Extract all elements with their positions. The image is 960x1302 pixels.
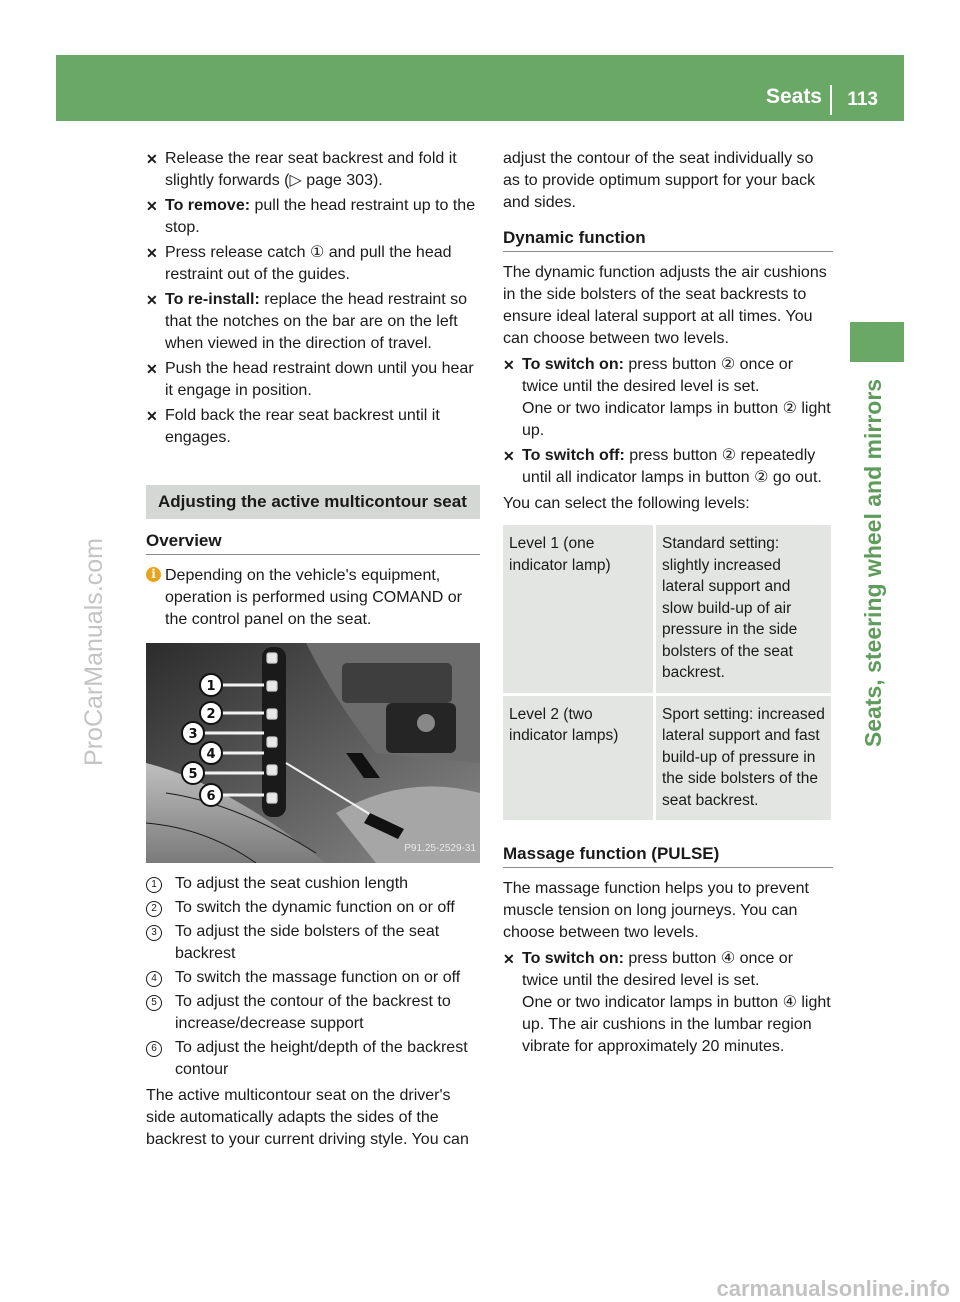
legend-item: 1 To adjust the seat cushion length [146, 873, 480, 895]
legend-item: 2 To switch the dynamic function on or off [146, 897, 480, 919]
footer-watermark: carmanualsonline.info [716, 1276, 950, 1301]
callout-6: 6 [206, 789, 216, 804]
instruction-step: ✕ To remove: pull the head restraint up to the stop. [146, 197, 476, 236]
step-marker-icon: ✕ [146, 151, 158, 167]
callout-number: 2 [146, 901, 162, 917]
level-cell: Level 2 (two indicator lamps) [503, 696, 653, 821]
right-column [503, 148, 833, 1061]
step-marker-icon: ✕ [503, 951, 515, 967]
table-row [503, 525, 831, 693]
chapter-title: Seats, steering wheel and mirrors [860, 378, 886, 748]
dynamic-paragraph: The dynamic function adjusts the air cushions in the side bolsters of the seat backrests to ensure ideal lateral support at all times. You can choose between two levels. [503, 264, 827, 347]
callout-number: 4 [146, 971, 162, 987]
step-marker-icon: ✕ [146, 245, 158, 261]
info-note: i Depending on the vehicle's equipment, operation is performed using COMAND or the control panel on the seat. [146, 565, 480, 631]
left-column [146, 148, 480, 1151]
closing-paragraph: The active multicontour seat on the driver's side automatically adapts the sides of the backrest to your current driving style. You can [146, 1087, 469, 1148]
callout-2: 2 [206, 707, 216, 722]
levels-intro: You can select the following levels: [503, 495, 750, 512]
step-marker-icon: ✕ [146, 361, 158, 377]
instruction-step: ✕ Push the head restraint down until you hear it engage in position. [146, 360, 474, 399]
step-marker-icon: ✕ [146, 408, 158, 424]
overview-heading: Overview [146, 530, 480, 555]
callout-number: 1 [146, 877, 162, 893]
instruction-step: ✕ To switch on: press button ② once or twice until the desired level is set. One or two indicator lamps in button ② light up. [503, 356, 831, 439]
callout-number: 5 [146, 995, 162, 1011]
instruction-step: ✕ Release the rear seat backrest and fold it slightly forwards (▷ page 303). [146, 150, 457, 189]
legend-item: 4 To switch the massage function on or off [146, 967, 480, 989]
intro-paragraph: adjust the contour of the seat individually so as to provide optimum support for your back and sides. [503, 150, 816, 211]
callout-number: 6 [146, 1041, 162, 1057]
section-title: Seats [765, 85, 822, 108]
header-bar [56, 55, 904, 121]
levels-table [500, 522, 834, 823]
page-number: 113 [847, 89, 878, 110]
legend-item: 6 To adjust the height/depth of the backrest contour [146, 1037, 480, 1081]
description-cell: Sport setting: increased lateral support and fast build-up of pressure in the side bolsters of the seat backrest. [656, 696, 831, 821]
massage-paragraph: The massage function helps you to prevent muscle tension on long journeys. You can choose between two levels. [503, 880, 809, 941]
table-row [503, 696, 831, 821]
callout-number: 3 [146, 925, 162, 941]
step-marker-icon: ✕ [146, 198, 158, 214]
level-cell: Level 1 (one indicator lamp) [503, 525, 653, 693]
legend-item: 3 To adjust the side bolsters of the seat backrest [146, 921, 480, 965]
seat-control-illustration [146, 643, 480, 863]
massage-heading: Massage function (PULSE) [503, 843, 833, 868]
info-icon: i [146, 567, 161, 582]
step-marker-icon: ✕ [503, 448, 515, 464]
callout-1: 1 [206, 679, 216, 694]
instruction-step: ✕ To switch off: press button ② repeatedly until all indicator lamps in button ② go out. [503, 447, 822, 486]
instruction-step: ✕ To re-install: replace the head restraint so that the notches on the bar are on the left when viewed in the direction of travel. [146, 291, 468, 352]
instruction-step: ✕ Fold back the rear seat backrest until it engages. [146, 407, 440, 446]
step-marker-icon: ✕ [146, 292, 158, 308]
dynamic-heading: Dynamic function [503, 227, 833, 252]
step-marker-icon: ✕ [503, 357, 515, 373]
header-divider [830, 85, 832, 115]
callout-5: 5 [188, 767, 198, 782]
seat-control-photo [146, 643, 480, 863]
description-cell: Standard setting: slightly increased lateral support and slow build-up of air pressure in the side bolsters of the seat backrest. [656, 525, 831, 693]
instruction-step: ✕ Press release catch ① and pull the head restraint out of the guides. [146, 244, 452, 283]
callout-4: 4 [206, 747, 216, 762]
legend-item: 5 To adjust the contour of the backrest to increase/decrease support [146, 991, 480, 1035]
instruction-step: ✕ To switch on: press button ④ once or twice until the desired level is set. One or two indicator lamps in button ④ light up. The air cushions in the lumbar region vibrate for approximately 20 minutes. [503, 950, 831, 1055]
image-reference-code: P91.25-2529-31 [404, 843, 476, 854]
callout-3: 3 [188, 727, 198, 742]
section-heading: Adjusting the active multicontour seat [146, 485, 480, 519]
watermark: ProCarManuals.com [80, 538, 108, 766]
